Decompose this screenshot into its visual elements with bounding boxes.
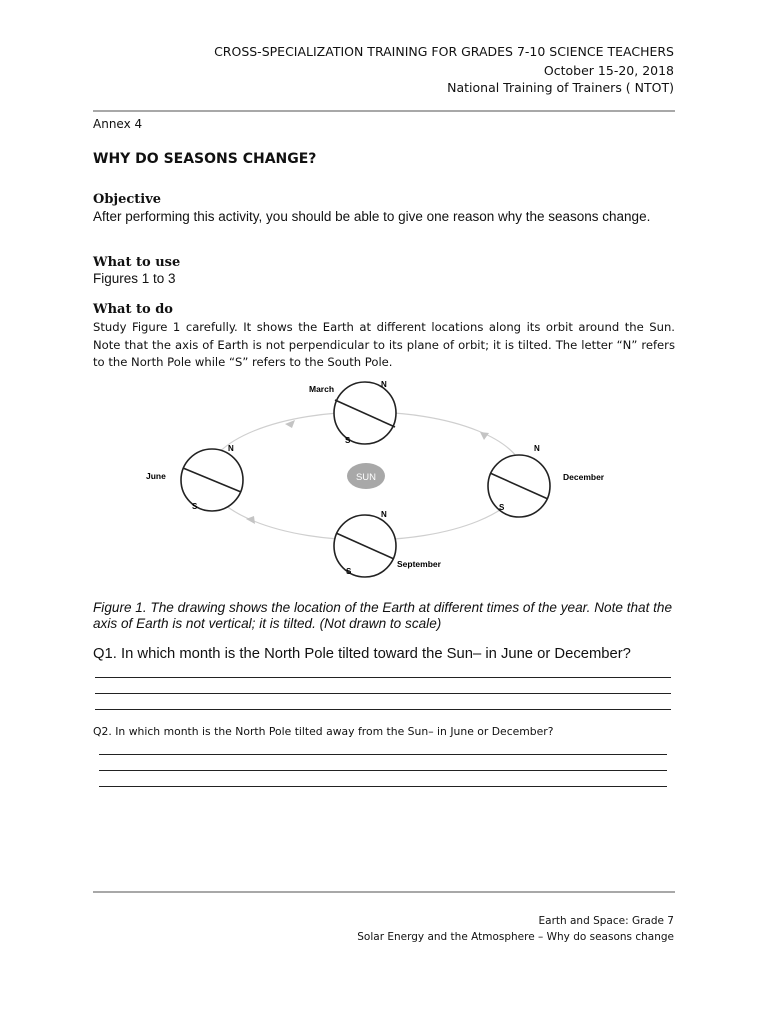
orbit-arrow — [480, 432, 489, 440]
south-pole-label: S — [345, 436, 351, 445]
footer-divider — [93, 891, 675, 893]
figure-caption: Figure 1. The drawing shows the location of the Earth at different times of the year. Note that the axis of Earth is not vertical; it is tilted. (Not drawn to scale) — [93, 600, 673, 631]
footer-topic: Solar Energy and the Atmosphere – Why do seasons change — [357, 931, 674, 943]
answer-line[interactable] — [99, 754, 667, 755]
answer-line[interactable] — [95, 693, 671, 694]
north-pole-label: N — [228, 444, 234, 453]
annex-label: Annex 4 — [93, 117, 143, 131]
header-training-title: CROSS-SPECIALIZATION TRAINING FOR GRADES 7-10 SCIENCE TEACHERS — [214, 44, 674, 59]
question-2: Q2. In which month is the North Pole tilted away from the Sun– in June or December? — [93, 725, 554, 738]
header-program: National Training of Trainers ( NTOT) — [447, 80, 674, 95]
answer-line[interactable] — [99, 786, 667, 787]
answer-line[interactable] — [95, 677, 671, 678]
orbit-arrow — [246, 516, 255, 524]
north-pole-label: N — [381, 380, 387, 389]
orbit-arrow — [285, 420, 295, 428]
page-title: WHY DO SEASONS CHANGE? — [93, 151, 317, 167]
south-pole-label: S — [499, 503, 505, 512]
sun-label: SUN — [355, 472, 377, 483]
footer-subject: Earth and Space: Grade 7 — [538, 915, 674, 927]
answer-line[interactable] — [95, 709, 671, 710]
objective-text: After performing this activity, you should be able to give one reason why the seasons change. — [93, 209, 651, 224]
month-label-december: December — [563, 472, 605, 482]
question-1: Q1. In which month is the North Pole tilted toward the Sun– in June or December? — [93, 646, 631, 662]
month-label-june: June — [146, 471, 166, 481]
header-date: October 15-20, 2018 — [543, 63, 674, 78]
objective-heading: Objective — [93, 192, 162, 207]
header-divider — [93, 110, 675, 112]
north-pole-label: N — [534, 444, 540, 453]
north-pole-label: N — [381, 510, 387, 519]
what-to-do-text: Study Figure 1 carefully. It shows the Earth at different locations along its orbit around the Sun. Note that the axis of Earth is not perpendicular to its plane of orbit; it is tilted. The letter “N” refers to the North Pole while “S” refers to the South Pole. — [93, 320, 675, 369]
figure-earth-orbit — [130, 376, 640, 586]
what-to-do-heading: What to do — [93, 302, 173, 317]
south-pole-label: S — [346, 567, 352, 576]
answer-line[interactable] — [99, 770, 667, 771]
south-pole-label: S — [192, 502, 198, 511]
month-label-march: March — [309, 384, 335, 394]
what-to-use-text: Figures 1 to 3 — [93, 271, 176, 286]
what-to-use-heading: What to use — [93, 255, 181, 270]
month-label-september: September — [397, 559, 441, 569]
